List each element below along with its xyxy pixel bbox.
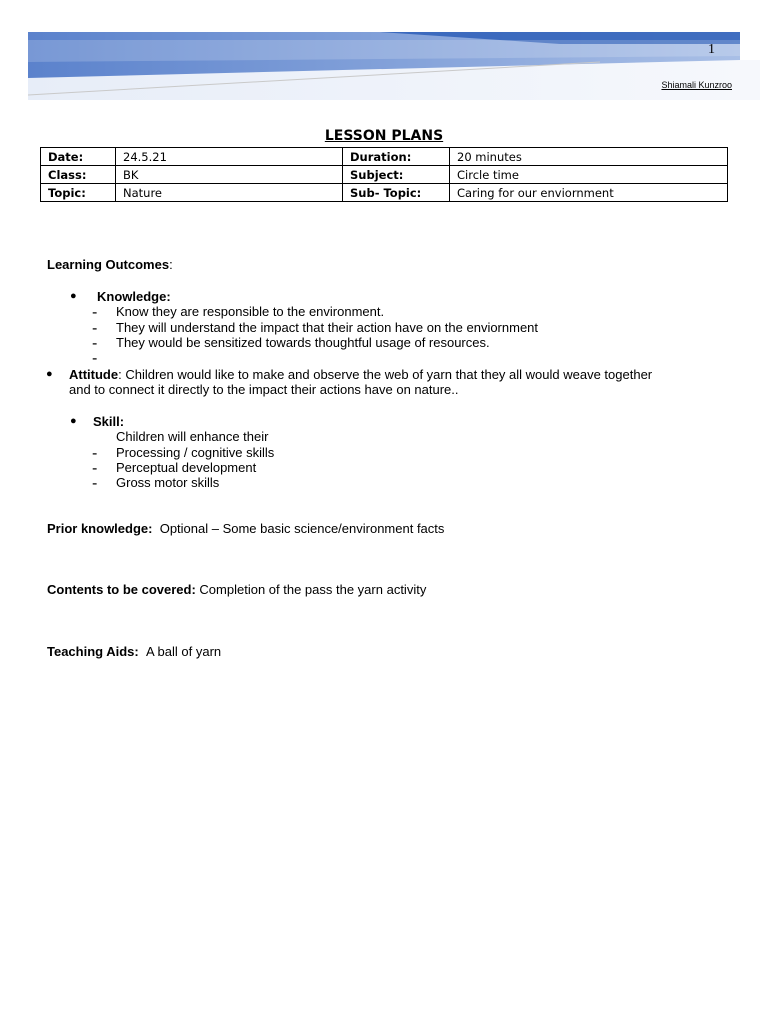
class-value: BK xyxy=(116,166,343,184)
dash-icon: - xyxy=(92,350,98,367)
knowledge-item: They would be sensitized towards thoughtful usage of resources. xyxy=(116,335,490,350)
header-band xyxy=(0,0,768,110)
duration-value: 20 minutes xyxy=(450,148,728,166)
bullet-icon: ● xyxy=(46,368,53,380)
learning-outcomes-heading xyxy=(47,257,173,273)
knowledge-item: Know they are responsible to the environment. xyxy=(116,304,385,319)
table-row xyxy=(41,184,728,202)
skill-item: Perceptual development xyxy=(116,460,257,475)
date-value: 24.5.21 xyxy=(116,148,343,166)
attitude-text-line2: and to connect it directly to the impact their actions have on nature.. xyxy=(69,382,459,397)
teaching-aids-value: A ball of yarn xyxy=(145,644,222,659)
skill-intro: Children will enhance their xyxy=(116,429,269,444)
subtopic-value: Caring for our enviornment xyxy=(450,184,728,202)
prior-knowledge-value: Optional – Some basic science/environment facts xyxy=(159,521,445,536)
subtopic-label: Sub- Topic: xyxy=(343,184,450,202)
table-row xyxy=(41,148,728,166)
dash-icon: - xyxy=(92,445,98,462)
date-label: Date: xyxy=(41,148,116,166)
info-table xyxy=(40,147,728,202)
contents-value: Completion of the pass the yarn activity xyxy=(199,582,427,597)
page-number: 1 xyxy=(708,42,715,57)
skill-item: Gross motor skills xyxy=(116,475,220,490)
knowledge-label: Knowledge: xyxy=(97,289,171,304)
teaching-aids xyxy=(47,644,221,660)
prior-knowledge-label: Prior knowledge: xyxy=(47,521,153,536)
contents-covered xyxy=(47,582,426,598)
learning-outcomes-label: Learning Outcomes xyxy=(47,257,170,272)
subject-value: Circle time xyxy=(450,166,728,184)
contents-label: Contents to be covered: xyxy=(47,582,196,597)
table-row xyxy=(41,166,728,184)
subject-label: Subject: xyxy=(343,166,450,184)
dash-icon: - xyxy=(92,475,98,492)
class-label: Class: xyxy=(41,166,116,184)
dash-icon: - xyxy=(92,320,98,337)
prior-knowledge xyxy=(47,521,444,537)
duration-label: Duration: xyxy=(343,148,450,166)
topic-value: Nature xyxy=(116,184,343,202)
author-name: Shiamali Kunzroo xyxy=(661,80,732,90)
learning-outcomes-colon: : xyxy=(169,257,173,272)
teaching-aids-label: Teaching Aids: xyxy=(47,644,139,659)
attitude-text: : Children would like to make and observe the web of yarn that they all would weave together xyxy=(118,367,653,382)
dash-icon: - xyxy=(92,335,98,352)
bullet-icon: ● xyxy=(70,290,77,302)
knowledge-item: They will understand the impact that their action have on the enviornment xyxy=(116,320,539,335)
skill-item: Processing / cognitive skills xyxy=(116,445,275,460)
document-title: LESSON PLANS xyxy=(324,128,444,144)
skill-label: Skill: xyxy=(93,414,125,429)
attitude-label: Attitude xyxy=(69,367,119,382)
dash-icon: - xyxy=(92,460,98,477)
bullet-icon: ● xyxy=(70,415,77,427)
topic-label: Topic: xyxy=(41,184,116,202)
attitude-line xyxy=(69,367,652,383)
dash-icon: - xyxy=(92,304,98,321)
